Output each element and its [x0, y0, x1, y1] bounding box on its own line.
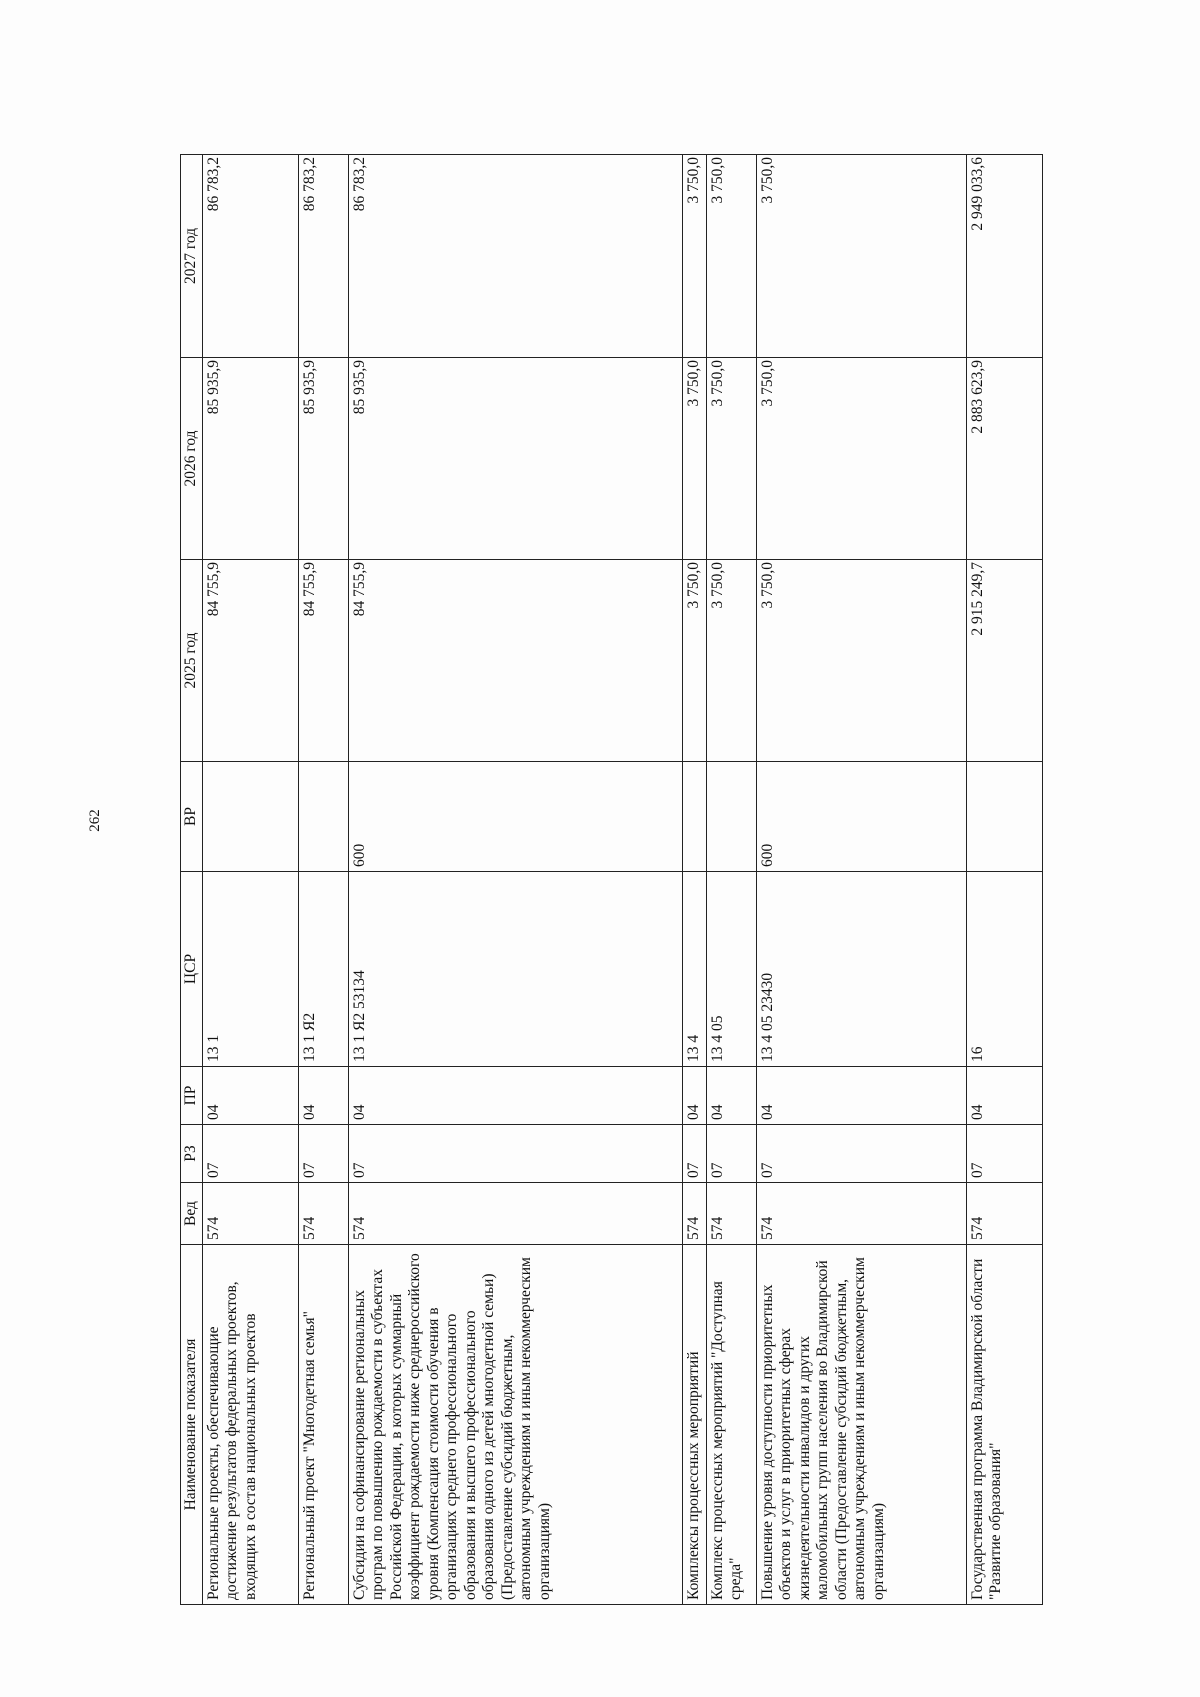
row-2025: 84 755,9 — [298, 560, 348, 762]
row-rz: 07 — [756, 1125, 966, 1183]
row-2027: 2 949 033,6 — [966, 155, 1042, 358]
row-name: Государственная программа Владимирской области "Развитие образования" — [966, 1245, 1042, 1605]
page-number: 262 — [86, 809, 103, 832]
row-rz: 07 — [298, 1125, 348, 1183]
table-row — [966, 155, 1042, 1605]
table-row — [348, 155, 682, 1605]
row-2027: 3 750,0 — [756, 155, 966, 358]
row-ved: 574 — [298, 1183, 348, 1245]
row-csr: 16 — [966, 872, 1042, 1067]
row-2026: 85 935,9 — [202, 358, 298, 560]
row-rz: 07 — [682, 1125, 706, 1183]
row-2025: 84 755,9 — [348, 560, 682, 762]
rotated-page-content — [180, 155, 1120, 1605]
header-rz: РЗ — [181, 1125, 203, 1183]
row-ved: 574 — [682, 1183, 706, 1245]
row-vr — [706, 762, 756, 872]
header-pr: ПР — [181, 1067, 203, 1125]
row-vr — [966, 762, 1042, 872]
table-row — [706, 155, 756, 1605]
row-pr: 04 — [682, 1067, 706, 1125]
row-rz: 07 — [966, 1125, 1042, 1183]
header-ved: Вед — [181, 1183, 203, 1245]
row-ved: 574 — [706, 1183, 756, 1245]
row-ved: 574 — [966, 1183, 1042, 1245]
row-name: Субсидии на софинансирование региональных програм по повышению рождаемости в субъектах Российской Федерации, в которых суммарный коэффициент рождаемости ниже среднероссийского уровня (Компенсация стоимости обучения в организациях среднего профессионального образования и высшего профессионального образования одного из детей многодетной семьи) (Предоставление субсидий бюджетным, автономным учреждениям и иным некоммерческим организациям) — [348, 1245, 682, 1605]
header-2026: 2026 год — [181, 358, 203, 560]
row-2027: 3 750,0 — [682, 155, 706, 358]
row-rz: 07 — [348, 1125, 682, 1183]
row-csr: 13 1 Я2 53134 — [348, 872, 682, 1067]
row-ved: 574 — [202, 1183, 298, 1245]
row-ved: 574 — [756, 1183, 966, 1245]
row-vr — [682, 762, 706, 872]
row-2027: 86 783,2 — [298, 155, 348, 358]
row-2026: 3 750,0 — [756, 358, 966, 560]
row-vr: 600 — [756, 762, 966, 872]
header-name: Наименование показателя — [181, 1245, 203, 1605]
row-2025: 3 750,0 — [706, 560, 756, 762]
row-name: Региональные проекты, обеспечивающие достижение результатов федеральных проектов, входящих в состав национальных проектов — [202, 1245, 298, 1605]
row-vr: 600 — [348, 762, 682, 872]
row-pr: 04 — [706, 1067, 756, 1125]
budget-table — [180, 154, 1043, 1605]
header-2027: 2027 год — [181, 155, 203, 358]
header-vr: ВР — [181, 762, 203, 872]
row-2026: 3 750,0 — [706, 358, 756, 560]
row-name: Комплексы процессных мероприятий — [682, 1245, 706, 1605]
header-csr: ЦСР — [181, 872, 203, 1067]
row-rz: 07 — [706, 1125, 756, 1183]
row-pr: 04 — [966, 1067, 1042, 1125]
row-csr: 13 1 Я2 — [298, 872, 348, 1067]
row-pr: 04 — [348, 1067, 682, 1125]
table-row — [682, 155, 706, 1605]
row-2027: 3 750,0 — [706, 155, 756, 358]
row-pr: 04 — [202, 1067, 298, 1125]
row-2025: 84 755,9 — [202, 560, 298, 762]
table-row — [298, 155, 348, 1605]
table-header-row — [181, 155, 203, 1605]
row-2027: 86 783,2 — [348, 155, 682, 358]
row-csr: 13 1 — [202, 872, 298, 1067]
row-pr: 04 — [298, 1067, 348, 1125]
row-2025: 2 915 249,7 — [966, 560, 1042, 762]
row-2027: 86 783,2 — [202, 155, 298, 358]
row-vr — [298, 762, 348, 872]
row-ved: 574 — [348, 1183, 682, 1245]
row-2025: 3 750,0 — [682, 560, 706, 762]
table-row — [756, 155, 966, 1605]
row-2025: 3 750,0 — [756, 560, 966, 762]
row-2026: 2 883 623,9 — [966, 358, 1042, 560]
row-name: Комплекс процессных мероприятий "Доступная среда" — [706, 1245, 756, 1605]
row-name: Повышение уровня доступности приоритетных объектов и услуг в приоритетных сферах жизнедеятельности инвалидов и других маломобильных групп населения во Владимирской области (Предоставление субсидий бюджетным, автономным учреждениям и иным некоммерческим организациям) — [756, 1245, 966, 1605]
row-name: Региональный проект "Многодетная семья" — [298, 1245, 348, 1605]
row-csr: 13 4 — [682, 872, 706, 1067]
row-vr — [202, 762, 298, 872]
row-2026: 85 935,9 — [348, 358, 682, 560]
row-csr: 13 4 05 — [706, 872, 756, 1067]
row-csr: 13 4 05 23430 — [756, 872, 966, 1067]
row-pr: 04 — [756, 1067, 966, 1125]
row-2026: 3 750,0 — [682, 358, 706, 560]
header-2025: 2025 год — [181, 560, 203, 762]
row-2026: 85 935,9 — [298, 358, 348, 560]
table-row — [202, 155, 298, 1605]
row-rz: 07 — [202, 1125, 298, 1183]
